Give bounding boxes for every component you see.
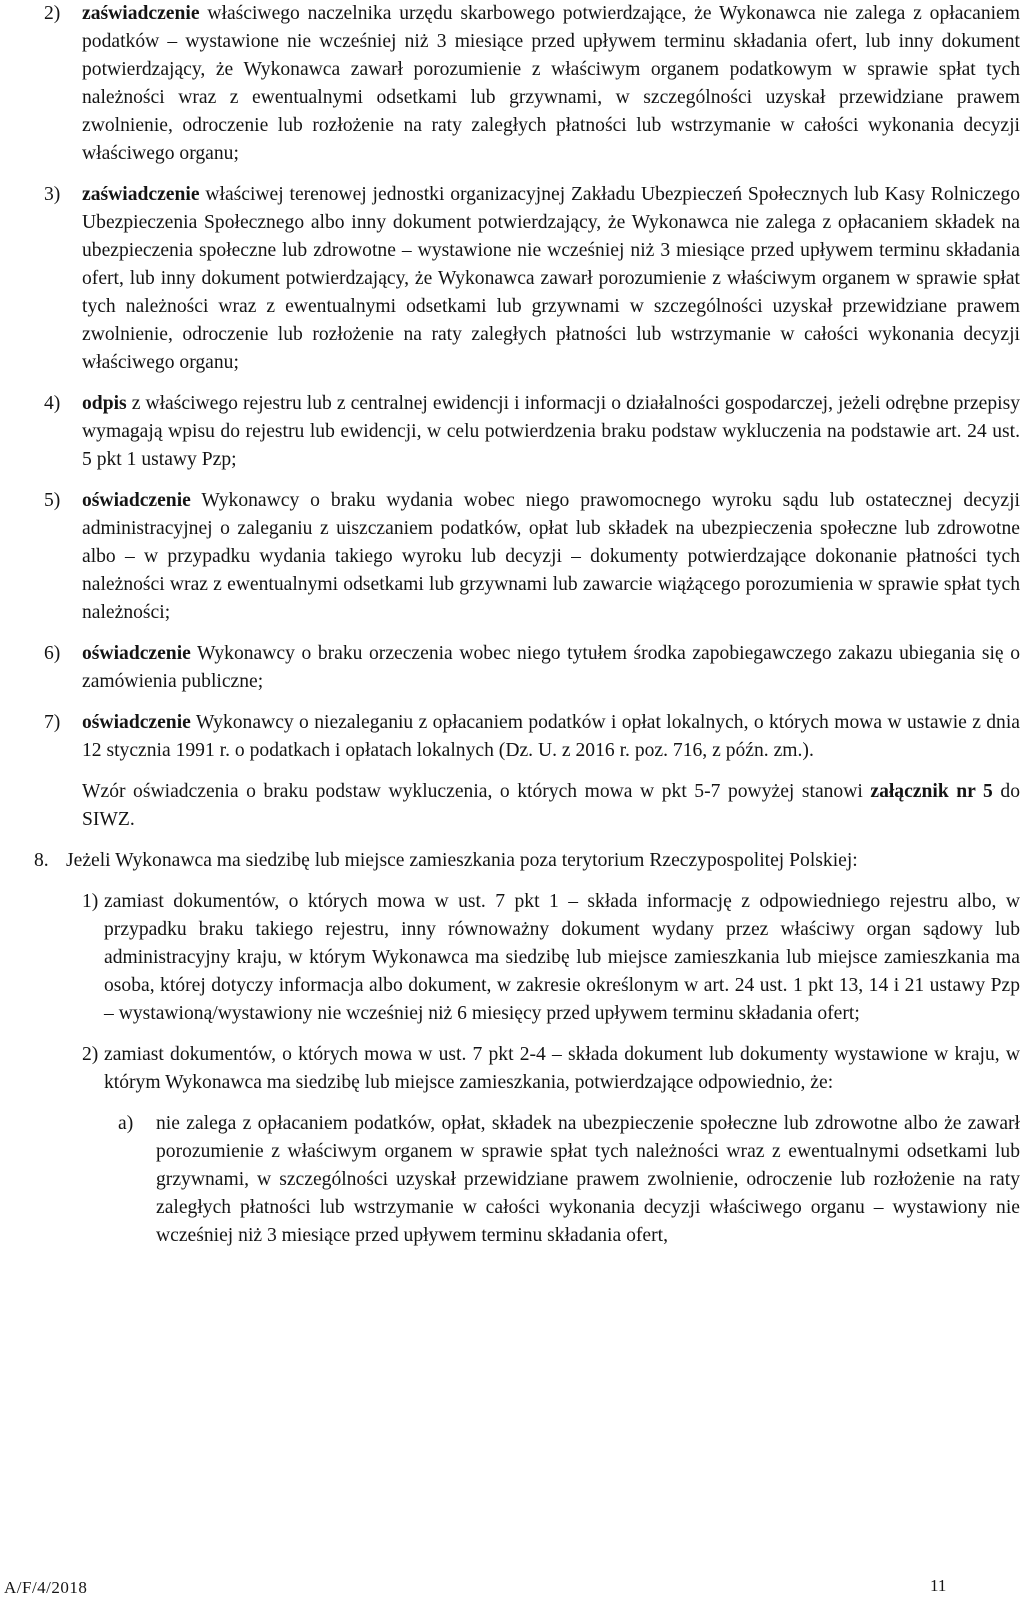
list-item-text: zamiast dokumentów, o których mowa w ust. 7 pkt 2-4 – składa dokument lub dokumenty wystawione w kraju, w którym Wykonawca ma siedzibę lub miejsce zamieszkania, potwierdzające odpowiednio, że: xyxy=(104,1044,1020,1093)
attachment-note: Wzór oświadczenia o braku podstaw wykluczenia, o których mowa w pkt 5-7 powyżej stanowi załącznik nr 5 do SIWZ. xyxy=(82,781,1020,830)
list-number: 2) xyxy=(44,3,61,24)
section-text: Jeżeli Wykonawca ma siedzibę lub miejsce zamieszkania poza terytorium Rzeczypospolitej Polskiej: xyxy=(66,850,858,871)
list-item-text: zaświadczenie właściwej terenowej jednostki organizacyjnej Zakładu Ubezpieczeń Społecznych lub Kasy Rolniczego Ubezpieczenia Społecznego albo inny dokument potwierdzający, że Wykonawca nie zalega z opłacaniem składek na ubezpieczenia społeczne lub zdrowotne – wystawione nie wcześniej niż 3 miesiące przed upływem terminu składania ofert, lub inny dokument potwierdzający, że Wykonawca zawarł porozumienie z właściwym organem w sprawie spłat tych należności wraz z ewentualnymi odsetkami lub grzywnami w szczególności uzyskał przewidziane prawem zwolnienie, odroczenie lub rozłożenie na raty zaległych płatności lub wstrzymanie w całości wykonania decyzji właściwego organu; xyxy=(82,184,1020,373)
list-item-text: oświadczenie Wykonawcy o braku orzeczenia wobec niego tytułem środka zapobiegawczego zakazu ubiegania się o zamówienia publiczne; xyxy=(82,643,1020,692)
list-item-3 xyxy=(44,181,1020,377)
list-number: 5) xyxy=(44,490,61,511)
list-item-text: odpis z właściwego rejestru lub z centralnej ewidencji i informacji o działalności gospodarczej, jeżeli odrębne przepisy wymagają wpisu do rejestru lub ewidencji, w celu potwierdzenia braku podstaw wykluczenia na podstawie art. 24 ust. 5 pkt 1 ustawy Pzp; xyxy=(82,393,1020,470)
list-number: 6) xyxy=(44,643,61,664)
list-number: 3) xyxy=(44,184,61,205)
section-number: 8. xyxy=(34,850,49,871)
list-number: 1) xyxy=(82,891,99,912)
list-item-5 xyxy=(44,487,1020,627)
document-id: A/F/4/2018 xyxy=(4,1578,88,1597)
list-item-text: zamiast dokumentów, o których mowa w ust. 7 pkt 1 – składa informację z odpowiedniego rejestru albo, w przypadku braku takiego rejestru, inny równoważny dokument wydany przez właściwy organ sądowy lub administracyjny kraju, w którym Wykonawca ma siedzibę lub miejsce zamieszkania lub miejsce zamieszkania ma osoba, której dotyczy informacja albo dokument, w zakresie określonym w art. 24 ust. 1 pkt 13, 14 i 21 ustawy Pzp – wystawioną/wystawiony nie wcześniej niż 6 miesięcy przed upływem terminu składania ofert; xyxy=(104,891,1020,1024)
sub-item-1 xyxy=(44,888,1020,1028)
list-letter: a) xyxy=(118,1113,134,1134)
list-number: 4) xyxy=(44,393,61,414)
list-item-text: zaświadczenie właściwego naczelnika urzędu skarbowego potwierdzające, że Wykonawca nie zalega z opłacaniem podatków – wystawione nie wcześniej niż 3 miesiące przed upływem terminu składania ofert, lub inny dokument potwierdzający, że Wykonawca zawarł porozumienie z właściwym organem podatkowym w sprawie spłat tych należności wraz z ewentualnymi odsetkami lub grzywnami, w szczególności uzyskał przewidziane prawem zwolnienie, odroczenie lub rozłożenie na raty zaległych płatności lub wstrzymanie w całości wykonania decyzji właściwego organu; xyxy=(82,3,1020,164)
list-item-text: oświadczenie Wykonawcy o braku wydania wobec niego prawomocnego wyroku sądu lub ostatecznej decyzji administracyjnej o zaleganiu z uiszczaniem podatków, opłat lub składek na ubezpieczenia społeczne lub zdrowotne albo – w przypadku wydania takiego wyroku lub decyzji – dokumenty potwierdzające dokonanie płatności tych należności wraz z ewentualnymi odsetkami lub grzywnami lub zawarcie wiążącego porozumienia w sprawie spłat tych należności; xyxy=(82,490,1020,623)
page-number: 11 xyxy=(930,1576,947,1595)
list-item-6 xyxy=(44,640,1020,696)
list-number: 7) xyxy=(44,712,61,733)
list-number: 2) xyxy=(82,1044,99,1065)
sub-item-a xyxy=(44,1110,1020,1250)
list-item-2 xyxy=(44,0,1020,168)
list-item-7 xyxy=(44,709,1020,765)
sub-item-2 xyxy=(44,1041,1020,1097)
list-item-4 xyxy=(44,390,1020,474)
list-item-text: oświadczenie Wykonawcy o niezaleganiu z opłacaniem podatków i opłat lokalnych, o których mowa w ustawie z dnia 12 stycznia 1991 r. o podatkach i opłatach lokalnych (Dz. U. z 2016 r. poz. 716, z późn. zm.). xyxy=(82,712,1020,761)
list-item-text: nie zalega z opłacaniem podatków, opłat, składek na ubezpieczenie społeczne lub zdrowotne albo że zawarł porozumienie z właściwym organem w sprawie spłat tych należności wraz z ewentualnymi odsetkami lub grzywnami, w szczególności uzyskał przewidziane prawem zwolnienie, odroczenie lub rozłożenie na raty zaległych płatności lub wstrzymanie w całości wykonania decyzji właściwego organu – wystawiony nie wcześniej niż 3 miesiące przed upływem terminu składania ofert, xyxy=(156,1113,1020,1246)
section-8 xyxy=(34,847,1020,875)
document-content xyxy=(34,0,1020,1263)
